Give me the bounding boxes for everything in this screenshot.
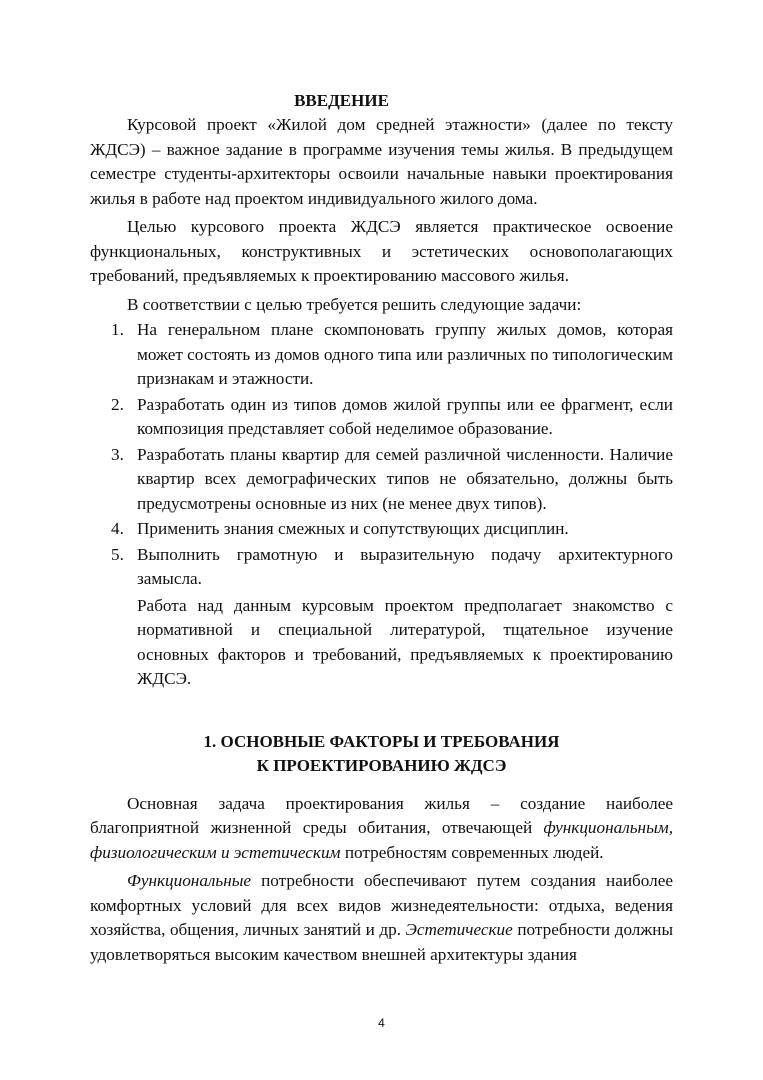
section-1-title-line-2: К ПРОЕКТИРОВАНИЮ ЖДСЭ — [256, 755, 507, 775]
section-1-title — [90, 730, 673, 778]
list-item-text: Выполнить грамотную и выразительную подачу архитектурного замысла. — [137, 544, 673, 588]
list-item-text: Применить знания смежных и сопутствующих дисциплин. — [137, 519, 569, 538]
section-1-p1-text-b: потребностям современных людей. — [340, 842, 604, 862]
list-item-number: 3. — [111, 444, 124, 464]
list-item-number: 1. — [111, 320, 124, 339]
section-1-title-line-1: 1. ОСНОВНЫЕ ФАКТОРЫ И ТРЕБОВАНИЯ — [203, 731, 560, 751]
intro-closing-paragraph: Работа над данным курсовым проектом предполагает знакомство с нормативной и специальной литературой, тщательное изучение основных факторов и требований, предъявляемых к проектированию ЖДСЭ. — [137, 595, 673, 688]
list-item-number: 2. — [111, 394, 124, 414]
list-item-number: 5. — [111, 544, 124, 564]
list-item — [90, 443, 673, 517]
intro-paragraph-3: В соответствии с целью требуется решить следующие задачи: — [127, 294, 582, 314]
list-item-number: 4. — [111, 519, 124, 538]
list-item — [90, 318, 673, 392]
task-list — [90, 318, 673, 592]
section-1-p1-text-a: Основная задача проектирования жилья – создание наиболее благоприятной жизненной среды обитания, отвечающей — [90, 793, 673, 838]
section-1-p2-text-b: потребности должны удовлетворяться высоким качеством внешней архитектуры здания — [90, 920, 674, 964]
intro-title: ВВЕДЕНИЕ — [294, 91, 389, 110]
section-1-paragraph-1 — [90, 792, 673, 866]
section-1-p2-emphasis-2: Эстетические — [405, 920, 513, 940]
section-1-paragraph-2 — [90, 869, 673, 967]
section-1-p1-emphasis: функциональным, физиологическим и эстетическим — [90, 818, 673, 862]
intro-paragraph-1: Курсовой проект «Жилой дом средней этажности» (далее по тексту ЖДСЭ) – важное задание в программе изучения темы жилья. В предыдущем семестре студенты-архитекторы освоили начальные навыки проектирования жилья в работе над проектом индивидуального жилого дома. — [90, 115, 673, 208]
list-item — [90, 517, 673, 542]
section-1-p2-text-a: потребности обеспечивают путем создания наиболее комфортных условий для всех видов жизнедеятельности: отдыха, ведения хозяйства, общения, личных занятий и др. — [90, 871, 673, 940]
list-item-text: Разработать один из типов домов жилой группы или ее фрагмент, если композиция представляет собой неделимое образование. — [137, 394, 673, 438]
list-item — [90, 543, 673, 592]
list-item-text: На генеральном плане скомпоновать группу жилых домов, которая может состоять из домов одного типа или различных по типологическим признакам и этажности. — [137, 320, 673, 388]
intro-paragraph-2: Целью курсового проекта ЖДСЭ является практическое освоение функциональных, конструктивных и эстетических основополагающих требований, предъявляемых к проектированию массового жилья. — [90, 217, 673, 285]
list-item — [90, 393, 673, 442]
page-number: 4 — [378, 1016, 385, 1030]
list-item-text: Разработать планы квартир для семей различной численности. Наличие квартир всех демографических типов не обязательно, должны быть предусмотрены основные из них (не менее двух типов). — [137, 444, 673, 513]
section-1-p2-emphasis-1: Функциональные — [127, 871, 252, 891]
